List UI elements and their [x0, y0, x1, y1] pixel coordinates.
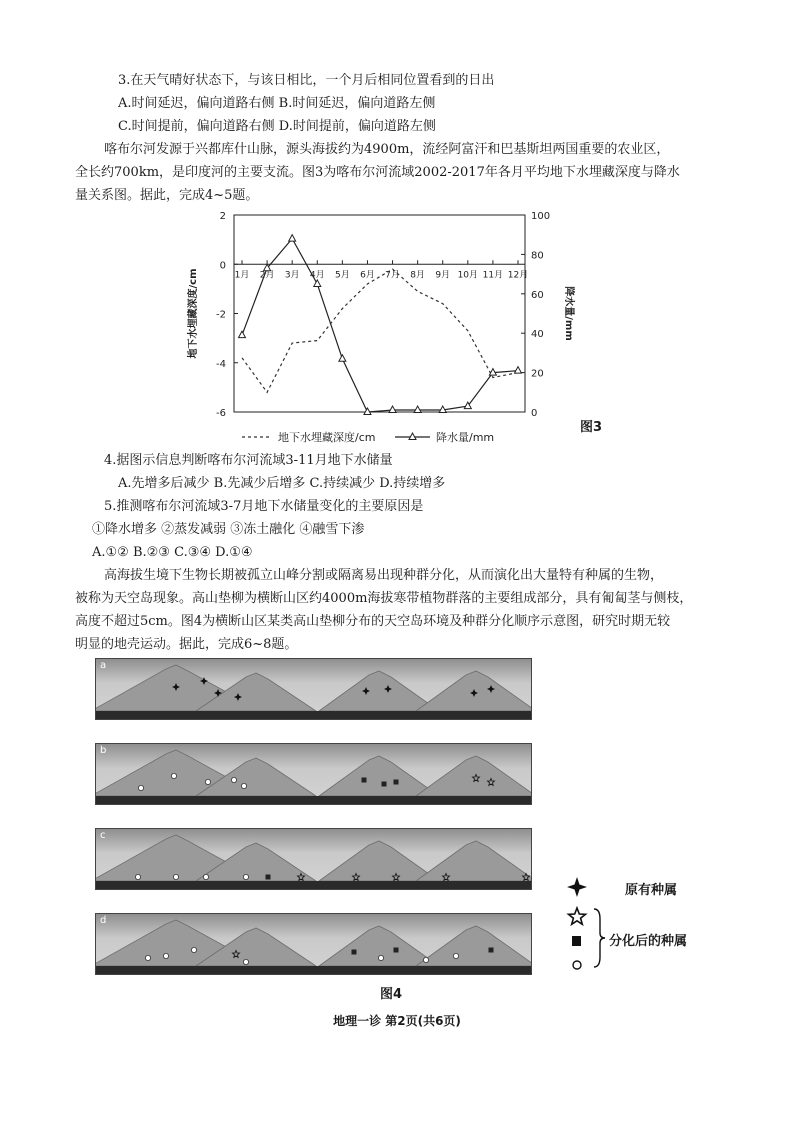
derived-genus-circle-marker — [243, 959, 248, 964]
ground-strip — [96, 711, 531, 719]
left-tick-label: 2 — [219, 211, 226, 222]
derived-genus-circle-marker — [423, 957, 428, 962]
month-tick-label: 6月 — [360, 270, 375, 281]
derived-genus-circle-marker — [378, 955, 383, 960]
month-tick-label: 7月 — [385, 270, 400, 281]
precipitation-point — [239, 331, 246, 338]
passage2-line1: 高海拔生境下生物长期被孤立山峰分割或隔离易出现种群分化，从而演化出大量特有种属的生物， — [104, 568, 664, 583]
panel-a-illustration — [96, 659, 531, 719]
figure4-panel-b — [95, 743, 532, 805]
legend-triangle-marker — [409, 433, 416, 440]
derived-genus-circle-marker — [138, 785, 143, 790]
four-point-star-icon — [567, 877, 587, 897]
legend-derived-label: 分化后的种属 — [609, 934, 688, 949]
mountain-shape — [319, 841, 439, 881]
figure4-panel-d — [95, 913, 532, 975]
square-icon — [572, 936, 581, 946]
month-tick-label: 11月 — [482, 270, 504, 281]
legend-groundwater-label: 地下水埋藏深度/cm — [278, 431, 376, 444]
derived-genus-square-marker — [352, 950, 357, 955]
derived-genus-circle-marker — [243, 874, 248, 879]
q5-items: ①降水增多 ②蒸发减弱 ③冻土融化 ④融雪下渗 — [92, 522, 365, 537]
right-tick-label: 0 — [531, 408, 538, 419]
figure3-label: 图3 — [580, 420, 603, 435]
precipitation-point — [515, 367, 522, 374]
right-axis-label: 降水量/mm — [563, 286, 574, 341]
brace-icon — [594, 909, 605, 967]
groundwater-depth-line — [242, 269, 518, 392]
panel-letter-a: a — [100, 660, 107, 671]
plot-frame — [234, 215, 525, 412]
derived-genus-square-marker — [394, 780, 399, 785]
month-tick-label: 4月 — [309, 270, 325, 281]
derived-genus-square-marker — [266, 875, 271, 880]
derived-genus-square-marker — [382, 782, 387, 787]
left-tick-label: -6 — [216, 408, 226, 419]
q3-options-ab: A.时间延迟，偏向道路右侧 B.时间延迟，偏向道路左侧 — [118, 96, 436, 111]
derived-genus-circle-marker — [191, 947, 196, 952]
derived-genus-circle-marker — [453, 953, 458, 958]
right-tick-label: 20 — [531, 368, 544, 380]
derived-genus-circle-marker — [203, 874, 208, 879]
ground-strip — [96, 966, 531, 974]
legend-precipitation-label: 降水量/mm — [436, 431, 495, 444]
panel-b-illustration — [96, 744, 531, 804]
derived-genus-circle-marker — [145, 955, 150, 960]
derived-genus-square-marker — [489, 948, 494, 953]
left-tick-label: -4 — [216, 358, 226, 370]
precipitation-point — [314, 280, 321, 287]
passage1-line3: 量关系图。据此，完成4~5题。 — [75, 188, 259, 203]
derived-genus-circle-marker — [231, 777, 236, 782]
ground-strip — [96, 881, 531, 889]
month-tick-label: 3月 — [284, 270, 300, 281]
figure3-chart — [180, 205, 610, 450]
q5-options: A.①② B.②③ C.③④ D.①④ — [92, 545, 253, 560]
month-tick-label: 12月 — [507, 270, 529, 281]
page-footer: 地理一诊 第2页(共6页) — [333, 1014, 461, 1028]
month-tick-label: 10月 — [457, 270, 479, 281]
mountain-shape — [416, 841, 531, 881]
month-tick-label: 8月 — [410, 270, 426, 281]
derived-genus-circle-marker — [173, 874, 178, 879]
mountain-shape — [416, 926, 531, 966]
right-tick-label: 80 — [531, 250, 544, 262]
month-tick-label: 9月 — [435, 270, 451, 281]
precipitation-point — [339, 355, 346, 362]
right-tick-label: 100 — [531, 211, 551, 222]
passage2-line4: 明显的地壳运动。据此，完成6~8题。 — [75, 637, 298, 652]
right-tick-label: 40 — [531, 329, 544, 341]
derived-genus-circle-marker — [171, 773, 176, 778]
panel-letter-b: b — [100, 745, 107, 756]
passage2-line3: 高度不超过5cm。图4为横断山区某类高山垫柳分布的天空岛环境及种群分化顺序示意图，研究时期无较 — [75, 614, 671, 629]
passage1-line1: 喀布尔河发源于兴都库什山脉，源头海拔约为4900m，流经阿富汗和巴基斯坦两国重要的农业区， — [104, 142, 670, 157]
right-tick-label: 60 — [531, 289, 544, 301]
passage2-line2: 被称为天空岛现象。高山垫柳为横断山区约4000m海拔寒带植物群落的主要组成部分，具有匍匐茎与侧枝， — [75, 591, 693, 606]
mountain-shape — [319, 756, 439, 796]
figure4-panel-a — [95, 658, 532, 720]
q4-stem: 4.据图示信息判断喀布尔河流域3-11月地下水储量 — [104, 453, 393, 468]
month-tick-label: 1月 — [234, 270, 250, 281]
panel-c-illustration — [96, 829, 531, 889]
derived-genus-square-marker — [394, 948, 399, 953]
derived-genus-circle-marker — [241, 783, 246, 788]
ground-strip — [96, 796, 531, 804]
left-tick-label: 0 — [219, 260, 226, 272]
month-tick-label: 5月 — [334, 270, 350, 281]
panel-d-illustration — [96, 914, 531, 974]
left-axis-label: 地下水埋藏深度/cm — [188, 268, 199, 359]
mountain-shape — [319, 671, 439, 711]
panel-letter-c: c — [100, 830, 106, 841]
figure4-panel-c — [95, 828, 532, 890]
q3-options-cd: C.时间提前，偏向道路右侧 D.时间提前，偏向道路左侧 — [118, 119, 436, 134]
q3-stem: 3.在天气晴好状态下，与该日相比，一个月后相同位置看到的日出 — [118, 73, 495, 88]
passage1-line2: 全长约700km，是印度河的主要支流。图3为喀布尔河流域2002-2017年各月平均地下水埋藏深度与降水 — [75, 165, 680, 180]
derived-genus-square-marker — [362, 778, 367, 783]
figure3-svg — [180, 205, 610, 450]
star-icon — [569, 908, 586, 924]
circle-icon — [573, 961, 581, 969]
month-tick-label: 2月 — [259, 270, 275, 281]
derived-genus-circle-marker — [163, 953, 168, 958]
q5-stem: 5.推测喀布尔河流域3-7月地下水储量变化的主要原因是 — [104, 499, 424, 514]
precipitation-point — [389, 406, 396, 413]
precipitation-point — [414, 406, 421, 413]
legend-original-label: 原有种属 — [625, 883, 678, 898]
precipitation-point — [289, 235, 296, 242]
figure4-legend — [565, 875, 715, 975]
derived-genus-circle-marker — [205, 779, 210, 784]
mountain-shape — [416, 756, 531, 796]
derived-genus-circle-marker — [135, 874, 140, 879]
figure4-label: 图4 — [380, 987, 403, 1002]
q4-options: A.先增多后减少 B.先减少后增多 C.持续减少 D.持续增多 — [118, 476, 446, 491]
panel-letter-d: d — [100, 915, 107, 926]
left-tick-label: -2 — [216, 309, 226, 321]
